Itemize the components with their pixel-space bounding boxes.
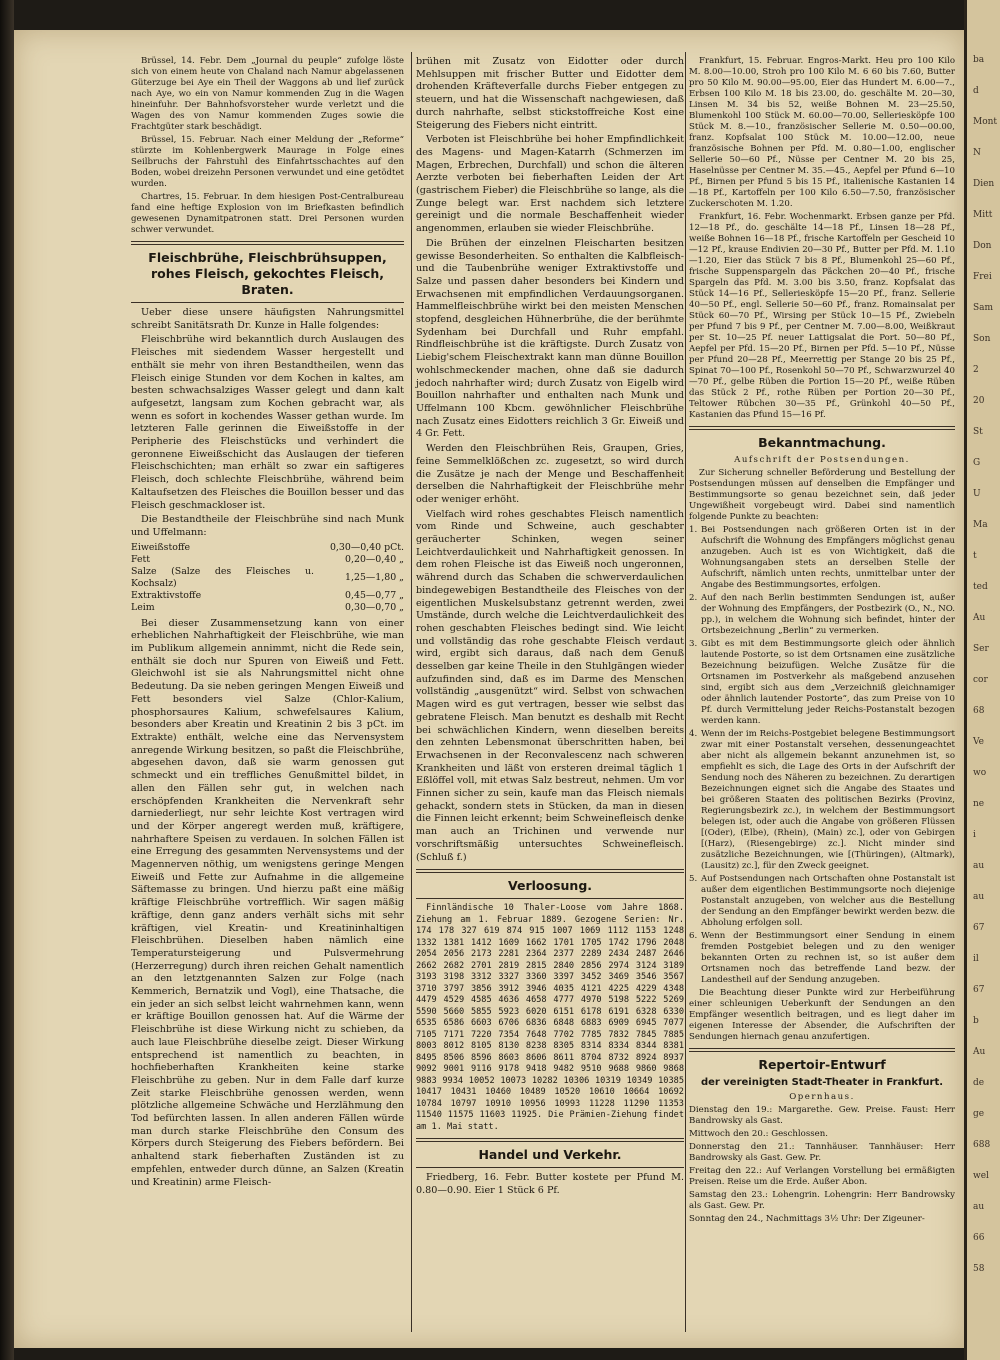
fragment-text: ted <box>973 582 988 592</box>
list-item <box>689 639 955 727</box>
column-1 <box>131 56 404 1191</box>
fragment-text: 2 <box>973 365 979 375</box>
book-spine <box>0 0 14 1360</box>
fragment-text: Mitt <box>973 210 993 220</box>
opernhaus-label: Opernhaus. <box>789 1091 855 1102</box>
column-rule <box>685 52 686 1332</box>
list-item <box>689 729 955 872</box>
table-row <box>131 542 404 554</box>
fragment-text: ba <box>973 55 985 65</box>
list-number: 4. <box>689 729 698 739</box>
market-report: Frankfurt, 16. Febr. Wochenmarkt. Erbsen ganze per Pfd. 12—18 Pf., do. geschälte 14—18 Pf., Linsen 18—28 Pf., weiße Bohnen 16—18 Pf., frische Kartoffeln per Gescheid 10—12 Pf., krause Endivien 20—30 Pf., Butter per Pfd. M. 1.10—1.20, Eier das Stück 7 bis 8 Pf., Blumenkohl 25—60 Pf., frische Suppenspargeln das Päckchen 20—40 Pf., frische Spargeln das Pfd. M. 3.00 bis 3.50, franz. Kopfsalat das Stück 14—16 Pf., Selleriesköpfe 15—20 Pf., franz. Sellerie 40—50 Pf., engl. Sellerie 50—60 Pf., franz. Romainsalat per Stück 60—70 Pf., Wirsing per Stück 10—15 Pf., Zwiebeln per Pfund 7 bis 9 Pf., per Centner M. 7.00—8.00, Weißkraut per St. 10—25 Pf. neuer Lattigsalat die Port. 50—80 Pf., Aepfel per Pfd. 15—20 Pf., Birnen per Pfd. 5—10 Pf., Nüsse per Pfund 20—28 Pf., Meerrettig per Stange 20 bis 25 Pf., Spinat 70—100 Pf., Rosenkohl 50—70 Pf., Schwarzwurzel 40—70 Pf., gelbe Rüben die Portion 15—20 Pf., weiße Rüben das Stück 2 Pf., rothe Rüben per Portion 20—30 Pf., Teltower Rübchen 30—35 Pf., Grünkohl 40—50 Pf., Kastanien das Pfund 15—16 Pf. <box>689 212 955 420</box>
section-divider <box>416 1138 684 1142</box>
list-item <box>689 874 955 929</box>
fragment-text: ge <box>973 1109 985 1119</box>
fragment-text: cor <box>973 675 988 685</box>
fragment-text: wo <box>973 768 987 778</box>
component-value: 0,20—0,40 „ <box>345 553 404 565</box>
component-name: Leim <box>131 601 155 613</box>
fragment-text: 688 <box>973 1140 991 1150</box>
fragment-text: Ma <box>973 520 988 530</box>
list-text: Auf Postsendungen nach Ortschaften ohne Postanstalt ist außer dem eigentlichen Bestimmungsorte noch diejenige Postanstalt anzugeben, von welcher aus die Bestellung der Sendung an den Empfänger bewirkt werden bezw. die Abholung erfolgen soll. <box>701 874 956 928</box>
paragraph: Werden den Fleischbrühen Reis, Graupen, Gries, feine Semmelklößchen zc. zugesetzt, so wird durch die Zusätze je nach der Menge und Beschaffenheit derselben die Nahrhaftigkeit der Fleischbrühe mehr oder weniger erhöht. <box>416 443 684 505</box>
list-text: Bei Postsendungen nach größeren Orten ist in der Aufschrift die Wohnung des Empfängers möglichst genau anzugeben. Auch ist es von Wichtigkeit, daß die Wohnungsangaben stets an derselben Stelle der Aufschrift, nämlich unten rechts, unmittelbar unter der Angabe des Bestimmungsortes, erfolgen. <box>701 525 955 590</box>
repertoir-line: Freitag den 22.: Auf Verlangen Vorstellung bei ermäßigten Preisen. Reise um die Erde. Außer Abon. <box>689 1165 955 1187</box>
table-row <box>131 590 404 602</box>
fragment-text: au <box>973 861 985 871</box>
fragment-text: t <box>973 551 977 561</box>
divider <box>131 302 404 303</box>
fragment-text: il <box>973 954 979 964</box>
list-item <box>689 593 955 637</box>
column-3 <box>689 56 955 1227</box>
paragraph: brühen mit Zusatz von Eidotter oder durch Mehlsuppen mit frischer Butter und Eidotter dem drohenden Kräfteverfalle durchs Fieber entgegen zu steuern, und hat die Wissenschaft nachgewiesen, daß durch nahrhafte, selbst stickstoffreiche Kost eine Steigerung des Fiebers nicht eintritt. <box>416 56 684 131</box>
market-report: Frankfurt, 15. Februar. Engros-Markt. Heu pro 100 Kilo M. 8.00—10.00, Stroh pro 100 Kilo M. 6 60 bis 7.60, Butter pro 50 Kilo M. 90.00—95.00, Eier das Hundert M. 6.00—7., Erbsen 100 Kilo M. 18 bis 23.00, do. geschälte M. 20—30, Linsen M. 34 bis 52, weiße Bohnen M. 23—25.50, Blumenkohl 100 Stück M. 60.00—70.00, Selleriesköpfe 100 Stück M. 8.—10., französischer Sellerie M. 0.50—00.00, franz. Kopfsalat 100 Stück M. 10.00—12.00, neue französische Bohnen per Pfd. M. 0.80—1.00, englischer Sellerie 50—60 Pf., Nüsse per Centner M. 20 bis 25, Haselnüsse per Centner M. 35.—45., Aepfel per Pfund 6—10 Pf., Birnen per Pfund 5 bis 15 Pf., italienische Kastanien 14—18 Pf., Kartoffeln per 100 Kilo 6.50—7.50, französischer Zuckerschoten M. 1.20. <box>689 56 955 209</box>
fragment-text: G <box>973 458 981 468</box>
list-number: 6. <box>689 931 698 941</box>
fragment-text: Dien <box>973 179 995 189</box>
paragraph: Vielfach wird rohes geschabtes Fleisch namentlich vom Rinde und Schweine, auch geschabter geräucherter Schinken, wegen seiner Leichtverdaulichkeit und Nahrhaftigkeit genossen. In dem rohen Fleische ist das Eiweiß noch ungeronnen, während durch das Schaben die schwerverdaulichen bindegewebigen Bestandtheile des Fleisches von der eigentlichen Muskelsubstanz getrennt werden, zwei Umstände, durch welche die Leichtverdaulichkeit des rohen geschabten Fleisches bedingt sind. Wie leicht und vollständig das rohe geschabte Fleisch verdaut wird, ergibt sich daraus, daß nach dem Genuß desselben gar keine Theile in den Stuhlgängen wieder aufzufinden sind, daß es im Darme des Menschen vollständig „ausgenützt“ wird. Selbst von schwachen Magen wird es gut vertragen, besser wie selbst das gebratene Fleisch. Man benutzt es deshalb mit Recht bei schwächlichen Kindern, wenn dieselben bereits den zehnten Lebensmonat überschritten haben, bei Erwachsenen in der Reconvalescenz nach schweren Krankheiten und läßt von ersteren dreimal täglich 1 Eßlöffel voll, mit etwas Salz bestreut, nehmen. Um vor Finnen sicher zu sein, kaufe man das Fleisch niemals gehackt, sondern stets in Stücken, da man in diesen die Finnen leicht erkennt; beim Schweinefleisch denke man auch an Trichinen und verwende nur vorschriftsmäßig untersuchtes Schweinefleisch. (Schluß f.) <box>416 508 684 863</box>
repertoir-subheading: der vereinigten Stadt-Theater in Frankfurt. <box>700 1077 944 1088</box>
article-headline: Fleischbrühe, Fleischbrühsuppen, rohes Fleisch, gekochtes Fleisch, Braten. <box>148 250 387 297</box>
bekanntmachung-intro: Zur Sicherung schneller Beförderung und Bestellung der Postsendungen müssen auf denselben die Empfänger und Bestimmungsorte so genau bezeichnet sein, daß jeder Ungewißheit vorgebeugt wird. Dabei sind namentlich folgende Punkte zu beachten: <box>689 468 955 522</box>
news-item: Brüssel, 14. Febr. Dem „Journal du peuple“ zufolge löste sich von einem heute von Chaland nach Namur abgelassenen Güterzuge bei Aye ein Theil der Waggons ab und lief zurück nach Aye, wo ein von Namur kommenden Zug in die Wagen hineinfuhr. Der Bahnhofsvorsteher wurde verletzt und die Wagen des von Namur kommenden Zuges sowie die Frachtgüter stark beschädigt. <box>131 56 404 132</box>
component-name: Salze (Salze des Fleisches u. Kochsalz) <box>131 565 314 589</box>
paragraph: Friedberg, 16. Febr. Butter kostete per Pfund M. 0.80—0.90. Eier 1 Stück 6 Pf. <box>416 1172 684 1196</box>
bekanntmachung-outro: Die Beachtung dieser Punkte wird zur Herbeiführung einer schleunigen Ueberkunft der Sendungen an den Empfänger wesentlich beitragen, und es liegt daher im eigenen Interesse der Absender, die Aufschriften der Sendungen hiernach genau anzufertigen. <box>689 988 955 1042</box>
list-number: 3. <box>689 639 698 649</box>
paragraph: Fleischbrühe wird bekanntlich durch Auslaugen des Fleisches mit siedendem Wasser hergestellt und enthält sie mehr von ihren Bestandtheilen, wenn das Fleisch einige Stunden vor dem Kochen in kaltes, am besten schwachsalziges Wasser gelegt und dann kalt aufgesetzt, langsam zum Kochen gebracht war, als wenn es sofort in kochendes Wasser gethan wurde. Im letzteren Falle gerinnen die Eiweißstoffe in der Peripherie des Fleischstücks und verhindert die geronnene Eiweißschicht das Auslaugen der tieferen Fleischschichten; man erhält so zwar ein saftigeres Fleisch, doch schlechte Fleischbrühe, während beim Kaltaufsetzen des Fleisches die Bouillon besser und das Fleisch geschmackloser ist. <box>131 334 404 511</box>
list-number: 2. <box>689 593 698 603</box>
column-rule <box>411 52 412 1332</box>
bekanntmachung-heading: Bekanntmachung. <box>758 435 886 450</box>
list-text: Auf den nach Berlin bestimmten Sendungen ist, außer der Wohnung des Empfängers, der Postbezirk (O., N., NO. pp.), in welchem die Wohnung sich befindet, hinter der Ortsbezeichnung „Berlin“ zu vermerken. <box>701 593 955 636</box>
fragment-text: Don <box>973 241 992 251</box>
fragment-text: Au <box>973 1047 986 1057</box>
fragment-text: 68 <box>973 706 985 716</box>
component-value: 0,30—0,40 pCt. <box>329 541 404 553</box>
handel-heading: Handel und Verkehr. <box>478 1147 622 1163</box>
list-text: Wenn der Bestimmungsort einer Sendung in einem fremden Postgebiet belegen und zu den weniger bekannten Orten zu rechnen ist, so ist außer dem Ortsnamen noch das betreffende Land bezw. der Landestheil auf der Sendung anzugeben. <box>701 931 955 985</box>
fragment-text: de <box>973 1078 985 1088</box>
list-number: 1. <box>689 525 698 535</box>
composition-table <box>131 542 404 614</box>
paragraph: Die Brühen der einzelnen Fleischarten besitzen gewisse Besonderheiten. So enthalten die Kalbfleisch- und die Taubenbrühe weniger Extraktivstoffe und Salze und passen daher besonders bei Kindern und Erwachsenen mit empfindlichen Verdauungsorganen. Hammelfleischbrühe wirkt bei den meisten Menschen stopfend, desgleichen Hühnerbrühe, die der berühmte Sydenham bei Durchfall und Ruhr empfahl. Rindfleischbrühe ist die kräftigste. Durch Zusatz von Liebig'schem Fleischextrakt kann man dünne Bouillon wohlschmeckender machen, ohne daß sie dadurch jedoch nahrhafter wird; durch Zusatz von Eigelb wird Bouillon nahrhafter und enthalten nach Munk und Uffelmann 100 Kbcm. gewöhnlicher Fleischbrühe nach Zusatz eines Eidotters reichlich 3 Gr. Eiweiß und 4 Gr. Fett. <box>416 237 684 440</box>
fragment-text: au <box>973 892 985 902</box>
section-divider <box>416 869 684 873</box>
lottery-numbers: Finnländische 10 Thaler-Loose vom Jahre 1868. Ziehung am 1. Februar 1889. Gezogene Serien: Nr. 174 178 327 619 874 915 1007 1069 1112 1153 1248 1332 1381 1412 1609 1662 1701 1705 1742 1796 2048 2054 2056 2173 2281 2364 2377 2289 2434 2487 2646 2662 2682 2701 2819 2815 2840 2856 2974 3124 3189 3193 3198 3312 3327 3360 3397 3452 3469 3546 3567 3710 3797 3856 3912 3946 4035 4121 4225 4229 4348 4479 4529 4585 4636 4658 4777 4970 5198 5222 5269 5590 5660 5855 5923 6020 6151 6178 6191 6328 6330 6535 6586 6603 6706 6836 6848 6883 6909 6945 7077 7105 7171 7220 7354 7648 7702 7785 7832 7845 7885 8003 8012 8105 8130 8238 8305 8314 8334 8344 8381 8495 8506 8596 8603 8606 8611 8704 8732 8924 8937 9092 9001 9116 9178 9418 9482 9510 9688 9860 9868 9883 9934 10052 10073 10282 10306 10319 10349 10385 10417 10431 10460 10489 10520 10610 10664 10692 10784 10797 10910 10956 10993 11228 11290 11353 11540 11575 11603 11925. Die Prämien-Ziehung findet am 1. Mai statt. <box>416 903 684 1132</box>
fragment-text: U <box>973 489 981 499</box>
paragraph: Die Bestandtheile der Fleischbrühe sind nach Munk und Uffelmann: <box>131 514 404 538</box>
repertoir-line: Dienstag den 19.: Margarethe. Gew. Preise. Faust: Herr Bandrowsky als Gast. <box>689 1104 955 1126</box>
bekanntmachung-subheading: Aufschrift der Postsendungen. <box>734 455 910 465</box>
repertoir-line: Mittwoch den 20.: Geschlossen. <box>689 1128 829 1139</box>
list-item <box>689 931 955 986</box>
component-name: Eiweißstoffe <box>131 541 191 553</box>
component-name: Extraktivstoffe <box>131 589 202 601</box>
section-divider <box>689 1048 955 1052</box>
verloosung-heading: Verloosung. <box>507 878 593 894</box>
fragment-text: ne <box>973 799 985 809</box>
list-text: Wenn der im Reichs-Postgebiet belegene Bestimmungsort zwar mit einer Postanstalt versehen, dessenungeachtet aber nicht als allgemein bekannt anzunehmen ist, so empfiehlt es sich, die Lage des Orts in der Aufschrift der Sendung noch des Näheren zu bezeichnen. Zu derartigen Bezeichnungen eignet sich die Angabe des Staates und bei größeren Staaten des politischen Bezirks (Provinz, Regierungsbezirk zc.), in welchem der Bestimmungsort belegen ist, oder auch die Angabe von größeren Flüssen [(Oder), (Elbe), (Rhein), (Main) zc.], oder von Gebirgen [(Harz), (Riesengebirge) zc.]. Nicht minder sind zusätzliche Bezeichnungen, wie [(Thüringen), (Altmark), (Lausitz) zc.], für den Zweck geeignet. <box>701 729 955 871</box>
list-number: 5. <box>689 874 698 884</box>
list-text: Gibt es mit dem Bestimmungsorte gleich oder ähnlich lautende Postorte, so ist dem Ortsnamen eine zusätzliche Bezeichnung beizufügen. Welche Zusätze für die Ortsnamen im Postverkehr als maßgebend anzusehen sind, ergibt sich aus dem „Verzeichniß gleichnamiger oder ähnlich lautender Postorte“, das zum Preise von 10 Pf. durch Vermittelung jeder Reichs-Postanstalt bezogen werden kann. <box>701 639 955 726</box>
fragment-text: 66 <box>973 1233 985 1243</box>
component-value: 0,30—0,70 „ <box>345 601 404 613</box>
facing-page-fragment <box>964 0 1000 1360</box>
table-row <box>131 602 404 614</box>
fragment-text: Son <box>973 334 991 344</box>
component-name: Fett <box>131 553 151 565</box>
divider <box>416 1167 684 1168</box>
component-value: 0,45—0,77 „ <box>345 589 404 601</box>
table-row <box>131 554 404 566</box>
fragment-text: Ser <box>973 644 989 654</box>
divider <box>416 898 684 899</box>
section-divider <box>689 426 955 430</box>
table-row <box>131 566 404 590</box>
paragraph: Verboten ist Fleischbrühe bei hoher Empfindlichkeit des Magens- und Magen-Katarrh (Schmerzen im Magen, Erbrechen, Durchfall) und schon die älteren Aerzte verboten bei fieberhaften Leiden der Art (gastrischem Fieber) die Fleischbrühe so lange, als die Zunge belegt war. Erst nachdem sich letztere gereinigt und die normale Beschaffenheit wieder angenommen, erlauben sie wieder Fleischbrühe. <box>416 134 684 235</box>
paragraph: Bei dieser Zusammensetzung kann von einer erheblichen Nahrhaftigkeit der Fleischbrühe, wie man im Publikum allgemein annimmt, nicht die Rede sein, enthält sie doch nur Spuren von Eiweiß und Fett. Gleichwohl ist sie als Nahrungsmittel nicht ohne Bedeutung. Da sie neben geringen Mengen Eiweiß und Fett besonders viel Salze (Chlor-Kalium, phosphorsaures Kalium, schwefelsaures Kalium, besonders aber Kreatin und Kreatinin 2 bis 3 pCt. im Extrakte) enthält, welche eine das Nervensystem anregende Wirkung besitzen, so paßt die Fleischbrühe, abgesehen davon, daß sie warm genossen gut schmeckt und ein treffliches Genußmittel bildet, in allen den Fällen sehr gut, in welchen nach erschöpfenden Krankheiten die Nervenkraft sehr darniederliegt, nur sehr leichte Kost vertragen wird und der Körper angeregt werden muß, kräftigere, nahrhaftere Speisen zu verdauen. In solchen Fällen ist eine Erregung des gesammten Nervensystems und der Magennerven nöthig, um wenigstens geringe Mengen Eiweiß und Fette zur Aufnahme in die allgemeine Säftemasse zu bringen. Und hierzu paßt eine mäßig kräftige Fleischbrühe vortrefflich. Wir sagen mäßig kräftige, denn ganz anders verhält sichs mit sehr kräftigen, viel Kreatin- und Kreatininhaltigen Fleischbrühen. Dieselben haben nämlich eine Temperatursteigerung und Pulsvermehrung (Herzerregung) durch ihren reichen Gehalt namentlich an den letztgenannten Salzen zur Folge (nach Kemmerich, Bernatzik und Vogl), eine Thatsache, die ein jeder an sich selbst leicht wahrnehmen kann, wenn er kräftige Bouillon genossen hat. Auf die Wärme der Fleischbrühe ist diese Wirkung nicht zu schieben, da auch laue Fleischbrühe dieselbe zeigt. Dieser Wirkung entsprechend ist namentlich zu beachten, in hochfieberhaften Krankheiten keine starke Fleischbrühe zu geben. Nur in dem Falle darf kurze Zeit starke Fleischbrühe genossen werden, wenn plötzliche allgemeine Schwäche und Herzlähmung den Tod befürchten lassen. In allen anderen Fällen würde man durch starke Fleischbrühe den Consum des Körpers durch Steigerung des Fiebers befördern. Bei anhaltend stark fieberhaften Zuständen ist zu empfehlen, entweder durch dünne, an Salzen (Kreatin und Kreatinin) arme Fleisch- <box>131 617 404 1188</box>
list-item <box>689 525 955 591</box>
fragment-text: Ve <box>973 737 984 747</box>
fragment-text: i <box>973 830 976 840</box>
news-item: Brüssel, 15. Februar. Nach einer Meldung der „Reforme“ stürzte im Kohlenbergwerk Maurage in Folge eines Seilbruchs der Fahrstuhl des Einfahrtsschachtes auf den Boden, wobei dreizehn Personen verwundet und eine getödtet wurden. <box>131 135 404 189</box>
component-value: 1,25—1,80 „ <box>345 571 404 583</box>
section-divider <box>131 241 404 245</box>
repertoir-line: Samstag den 23.: Lohengrin. Lohengrin: Herr Bandrowsky als Gast. Gew. Pr. <box>689 1189 955 1211</box>
fragment-text: Sam <box>973 303 994 313</box>
fragment-text: 20 <box>973 396 985 406</box>
repertoir-line: Donnerstag den 21.: Tannhäuser. Tannhäuser: Herr Bandrowsky als Gast. Gew. Pr. <box>689 1141 955 1163</box>
fragment-text: d <box>973 86 979 96</box>
fragment-text: wel <box>973 1171 989 1181</box>
fragment-text: Au <box>973 613 986 623</box>
paragraph: Ueber diese unsere häufigsten Nahrungsmittel schreibt Sanitätsrath Dr. Kunze in Halle folgendes: <box>131 307 404 331</box>
fragment-text: au <box>973 1202 985 1212</box>
fragment-text: b <box>973 1016 979 1026</box>
fragment-text: N <box>973 148 981 158</box>
fragment-text: 67 <box>973 923 985 933</box>
fragment-text: 58 <box>973 1264 985 1274</box>
news-item: Chartres, 15. Februar. In dem hiesigen Post-Centralbureau fand eine heftige Explosion von im Briefkasten befindlich gewesenen Dynamitpatronen statt. Drei Personen wurden schwer verwundet. <box>131 192 404 235</box>
column-2 <box>416 56 684 1200</box>
fragment-text: Frei <box>973 272 992 282</box>
fragment-text: Mont <box>973 117 998 127</box>
fragment-text: 67 <box>973 985 985 995</box>
fragment-text: St <box>973 427 983 437</box>
repertoir-heading: Repertoir-Entwurf <box>758 1057 886 1072</box>
repertoir-line: Sonntag den 24., Nachmittags 3½ Uhr: Der Zigeuner- <box>689 1213 925 1224</box>
